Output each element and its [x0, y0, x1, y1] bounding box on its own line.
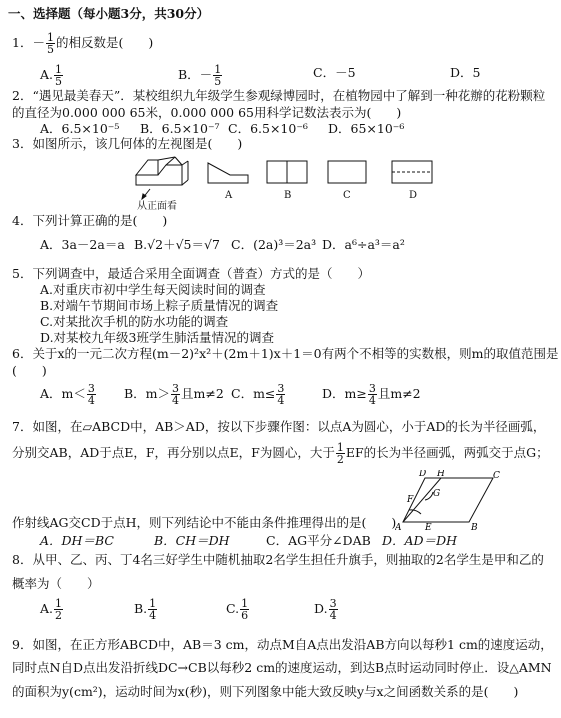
q6-line2: ( ) — [12, 363, 47, 378]
q8-option-c[interactable]: C. $\frac{1}{6}$ — [226, 597, 249, 622]
q7-line1: 7．如图，在▱ABCD中，AB＞AD，按以下步骤作图：以点A为圆心，小于AD的长为半径画弧， — [12, 419, 546, 434]
q8-line1: 8．从甲、乙、丙、丁4名三好学生中随机抽取2名学生担任升旗手，则抽取的2名学生是甲和乙的 — [12, 552, 544, 567]
q2-line2: 的直径为0.000 000 65米，0.000 000 65用科学记数法表示为( ) — [12, 105, 402, 120]
q9-line2: 同时点N自D点出发沿折线DC→CB以每秒2 cm的速度运动，到达B点时运动同时停止．设△AMN — [12, 660, 552, 675]
q5-option-b[interactable]: B.对端午节期间市场上粽子质量情况的调查 — [40, 298, 279, 313]
q3-option-a-figure — [208, 163, 248, 183]
q1-option-c[interactable]: C．－5 — [313, 65, 356, 80]
q7-point-g: G — [433, 489, 441, 499]
q3-option-d-figure — [392, 161, 432, 183]
q7-point-f: F — [407, 495, 414, 505]
q1-fraction: $\frac{1}{5}$ — [46, 31, 54, 56]
q5-option-d[interactable]: D.对某校九年级3班学生肺活量情况的调查 — [40, 330, 275, 345]
q4-option-c[interactable]: C．(2a)³＝2a³ — [231, 237, 317, 252]
q2-option-a[interactable]: A．6.5×10⁻⁵ — [40, 121, 120, 136]
q3-option-c-figure — [328, 161, 366, 183]
q8-option-b[interactable]: B. $\frac{1}{4}$ — [134, 597, 157, 622]
q6-line1: 6．关于x的一元二次方程(m－2)²x²＋(2m＋1)x＋1＝0有两个不相等的实数根，则m的取值范围是 — [12, 346, 559, 361]
q3-label-a[interactable]: A — [225, 190, 233, 201]
q5-stem: 5．下列调查中，最适合采用全面调查（普查）方式的是（ ） — [12, 266, 370, 281]
q7-point-e: E — [425, 523, 432, 532]
q9-line3: 的面积为y(cm²)，运动时间为x(秒)，则下列图象中能大致反映y与x之间函数关系的是( ) — [12, 684, 519, 699]
q3-label-b[interactable]: B — [284, 190, 292, 201]
q7-option-c[interactable]: C．AG平分∠DAB — [266, 533, 371, 548]
q7-option-a[interactable]: A．DH＝BC — [40, 533, 114, 548]
q5-option-c[interactable]: C.对某批次手机的防水功能的调查 — [40, 314, 229, 329]
q7-point-h: H — [437, 470, 445, 479]
q1-option-b[interactable]: B．－ $\frac{1}{5}$ — [178, 63, 222, 88]
q7-point-d: D — [419, 470, 427, 479]
q6-option-d[interactable]: D．m≥ $\frac{3}{4}$ 且m≠2 — [322, 382, 421, 407]
q4-option-a[interactable]: A．3a－2a＝a — [40, 237, 125, 252]
q3-figures — [130, 155, 450, 210]
section-title: 一、选择题（每小题3分，共30分） — [8, 6, 210, 21]
q3-label-c[interactable]: C — [343, 190, 351, 201]
q3-front-view-label: 从正面看 — [137, 201, 177, 212]
q3-option-b-figure — [267, 161, 307, 183]
q7-point-a: A — [395, 523, 402, 532]
q1-stem: 1．－ $\frac{1}{5}$ 的相反数是( ) — [12, 31, 154, 56]
q8-option-d[interactable]: D. $\frac{3}{4}$ — [314, 597, 337, 622]
q2-option-d[interactable]: D．65×10⁻⁶ — [328, 121, 405, 136]
q4-option-d[interactable]: D．a⁶÷a³＝a² — [322, 237, 405, 252]
q4-stem: 4．下列计算正确的是( ) — [12, 213, 168, 228]
q6-option-c[interactable]: C．m≤ $\frac{3}{4}$ — [231, 382, 285, 407]
q7-parallelogram-figure — [395, 470, 505, 532]
q8-option-a[interactable]: A. $\frac{1}{2}$ — [40, 597, 63, 622]
q5-option-a[interactable]: A.对重庆市初中学生每天阅读时间的调查 — [40, 282, 266, 297]
q3-label-d[interactable]: D — [409, 190, 418, 201]
q6-option-a[interactable]: A．m＜ $\frac{3}{4}$ — [40, 382, 95, 407]
q7-option-b[interactable]: B．CH＝DH — [154, 533, 230, 548]
q7-point-b: B — [471, 523, 478, 532]
q7-option-d[interactable]: D．AD＝DH — [382, 533, 457, 548]
q2-option-c[interactable]: C．6.5×10⁻⁶ — [228, 121, 308, 136]
q2-option-b[interactable]: B．6.5×10⁻⁷ — [140, 121, 220, 136]
q3-solid-figure — [136, 157, 188, 199]
q9-line1: 9．如图，在正方形ABCD中，AB＝3 cm，动点M自A点出发沿AB方向以每秒1 cm的速度运动， — [12, 637, 553, 652]
q7-line3: 作射线AG交CD于点H，则下列结论中不能由条件推理得出的是( ) — [12, 515, 397, 530]
q7-point-c: C — [493, 471, 500, 481]
q4-option-b[interactable]: B.√2＋√5＝√7 — [134, 237, 220, 252]
q1-option-d[interactable]: D．5 — [450, 65, 481, 80]
q7-line2: 分别交AB，AD于点E，F，再分别以点E，F为圆心，大于 $\frac{1}{2}$ EF的长为半径画弧，两弧交于点G； — [12, 441, 549, 466]
q8-line2: 概率为（ ） — [12, 576, 100, 591]
q3-stem: 3．如图所示，该几何体的左视图是( ) — [12, 136, 243, 151]
q1-option-a[interactable]: A. $\frac{1}{5}$ — [40, 63, 63, 88]
q6-option-b[interactable]: B．m＞ $\frac{3}{4}$ 且m≠2 — [124, 382, 224, 407]
q2-line1: 2．“遇见最美春天”．某校组织九年级学生参观绿博园时，在植物园中了解到一种花辦的花粉颗粒 — [12, 88, 546, 103]
